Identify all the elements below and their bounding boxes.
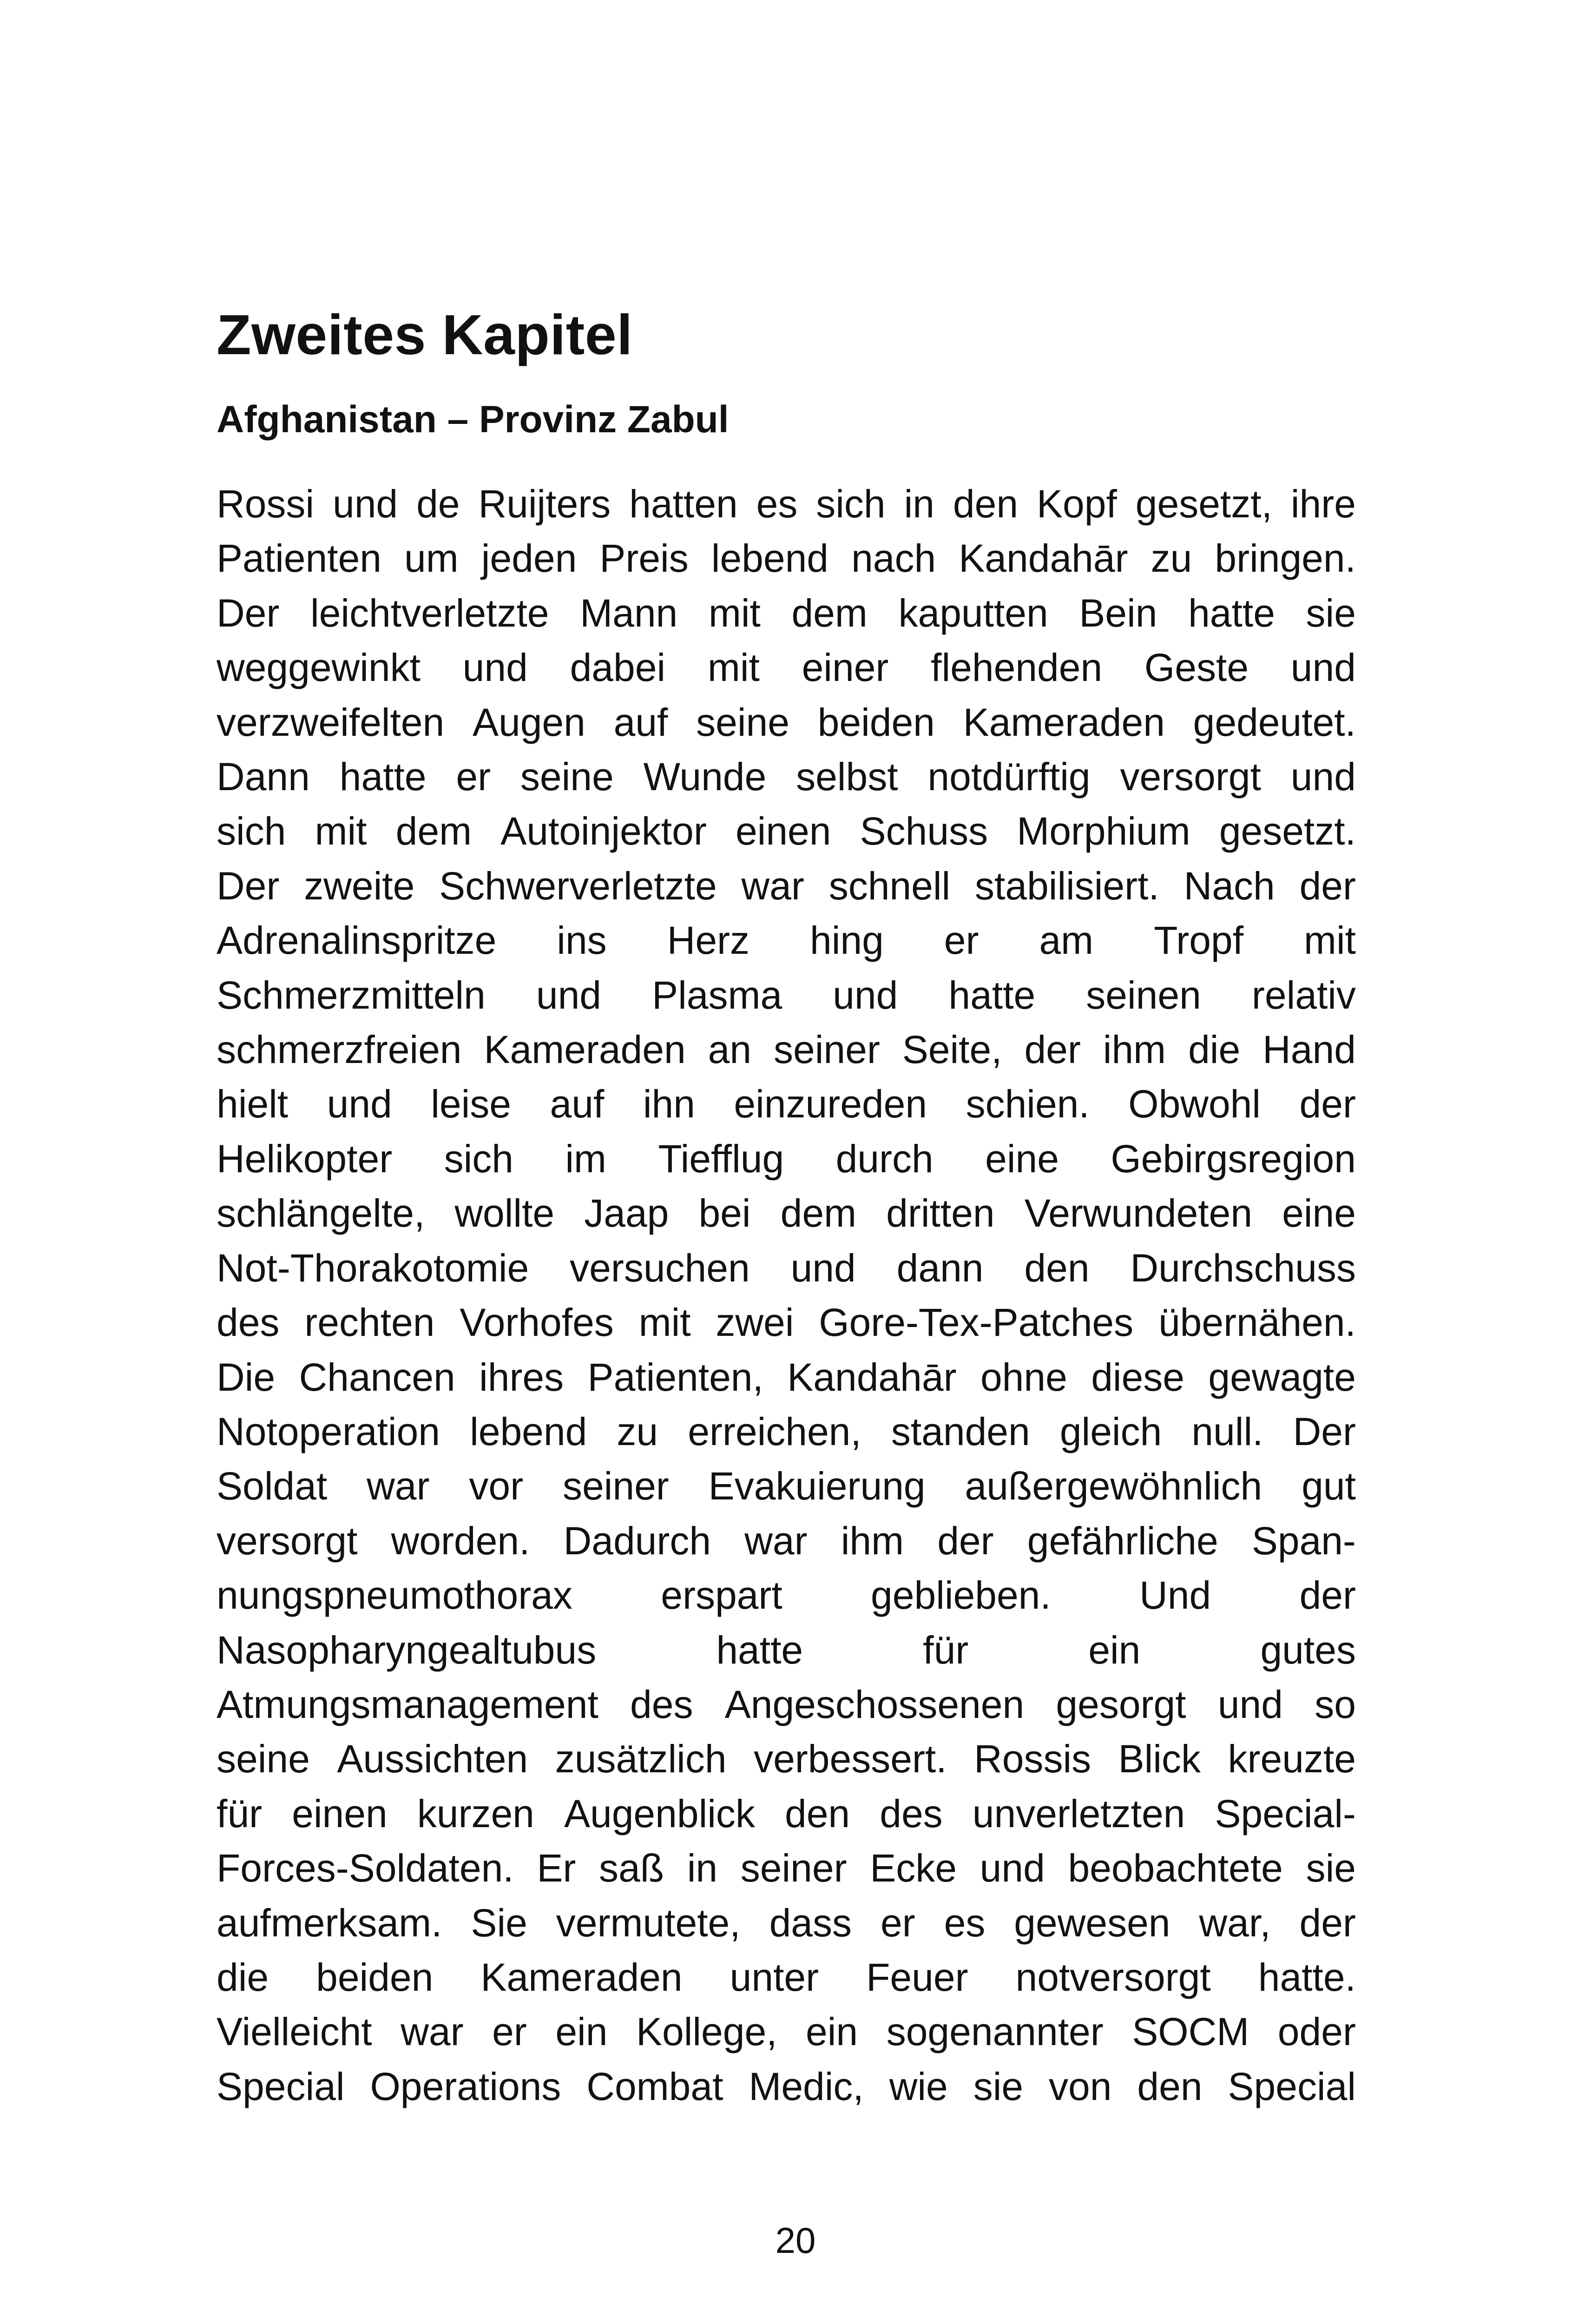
body-line: Der leichtverletzte Mann mit dem kaputten Bein hatte sie (217, 591, 1356, 635)
body-line: seine Aussichten zusätzlich verbessert. Rossis Blick kreuzte (217, 1737, 1356, 1781)
chapter-title: Zweites Kapitel (217, 303, 633, 366)
body-line: Dann hatte er seine Wunde selbst notdürftig versorgt und (217, 755, 1356, 799)
body-line: hielt und leise auf ihn einzureden schien. Obwohl der (217, 1082, 1356, 1126)
body-line: Notoperation lebend zu erreichen, standen gleich null. Der (217, 1409, 1356, 1453)
body-line: weggewinkt und dabei mit einer flehenden Geste und (217, 646, 1356, 690)
body-line: Special Operations Combat Medic, wie sie von den Special (217, 2064, 1356, 2108)
body-line: nungspneumothorax erspart geblieben. Und der (217, 1573, 1356, 1618)
body-line: des rechten Vorhofes mit zwei Gore-Tex-Patches übernähen. (217, 1301, 1356, 1345)
page-content (217, 297, 1356, 2114)
body-line: Nasopharyngealtubus hatte für ein gutes (217, 1628, 1356, 1672)
body-line: Patienten um jeden Preis lebend nach Kandahār zu bringen. (217, 536, 1356, 581)
body-line: die beiden Kameraden unter Feuer notversorgt hatte. (217, 1955, 1356, 1999)
body-line: schmerzfreien Kameraden an seiner Seite, der ihm die Hand (217, 1028, 1356, 1072)
body-line: versorgt worden. Dadurch war ihm der gefährliche Span- (217, 1519, 1356, 1563)
body-line: Vielleicht war er ein Kollege, ein sogenannter SOCM oder (217, 2010, 1356, 2054)
body-line: Soldat war vor seiner Evakuierung außergewöhnlich gut (217, 1464, 1356, 1508)
body-text (217, 477, 1356, 2114)
body-line: sich mit dem Autoinjektor einen Schuss Morphium gesetzt. (217, 809, 1356, 853)
body-line: Schmerzmitteln und Plasma und hatte seinen relativ (217, 973, 1356, 1017)
body-line: Atmungsmanagement des Angeschossenen gesorgt und so (217, 1682, 1356, 1726)
body-line: Die Chancen ihres Patienten, Kandahār ohne diese gewagte (217, 1355, 1356, 1399)
chapter-subtitle: Afghanistan – Provinz Zabul (217, 398, 729, 441)
body-line: Not-Thorakotomie versuchen und dann den Durchschuss (217, 1246, 1356, 1290)
body-line: für einen kurzen Augenblick den des unverletzten Special- (217, 1791, 1356, 1835)
page-number: 20 (775, 2220, 816, 2261)
body-line: aufmerksam. Sie vermutete, dass er es gewesen war, der (217, 1901, 1356, 1945)
body-line: Der zweite Schwerverletzte war schnell stabilisiert. Nach der (217, 864, 1356, 908)
body-line: Forces-Soldaten. Er saß in seiner Ecke und beobachtete sie (217, 1846, 1356, 1890)
body-line: schlängelte, wollte Jaap bei dem dritten Verwundeten eine (217, 1191, 1356, 1235)
body-line: Helikopter sich im Tiefflug durch eine Gebirgsregion (217, 1136, 1356, 1181)
body-line: Rossi und de Ruijters hatten es sich in den Kopf gesetzt, ihre (217, 482, 1356, 526)
body-line: verzweifelten Augen auf seine beiden Kameraden gedeutet. (217, 700, 1356, 744)
body-line: Adrenalinspritze ins Herz hing er am Tropf mit (217, 918, 1356, 963)
